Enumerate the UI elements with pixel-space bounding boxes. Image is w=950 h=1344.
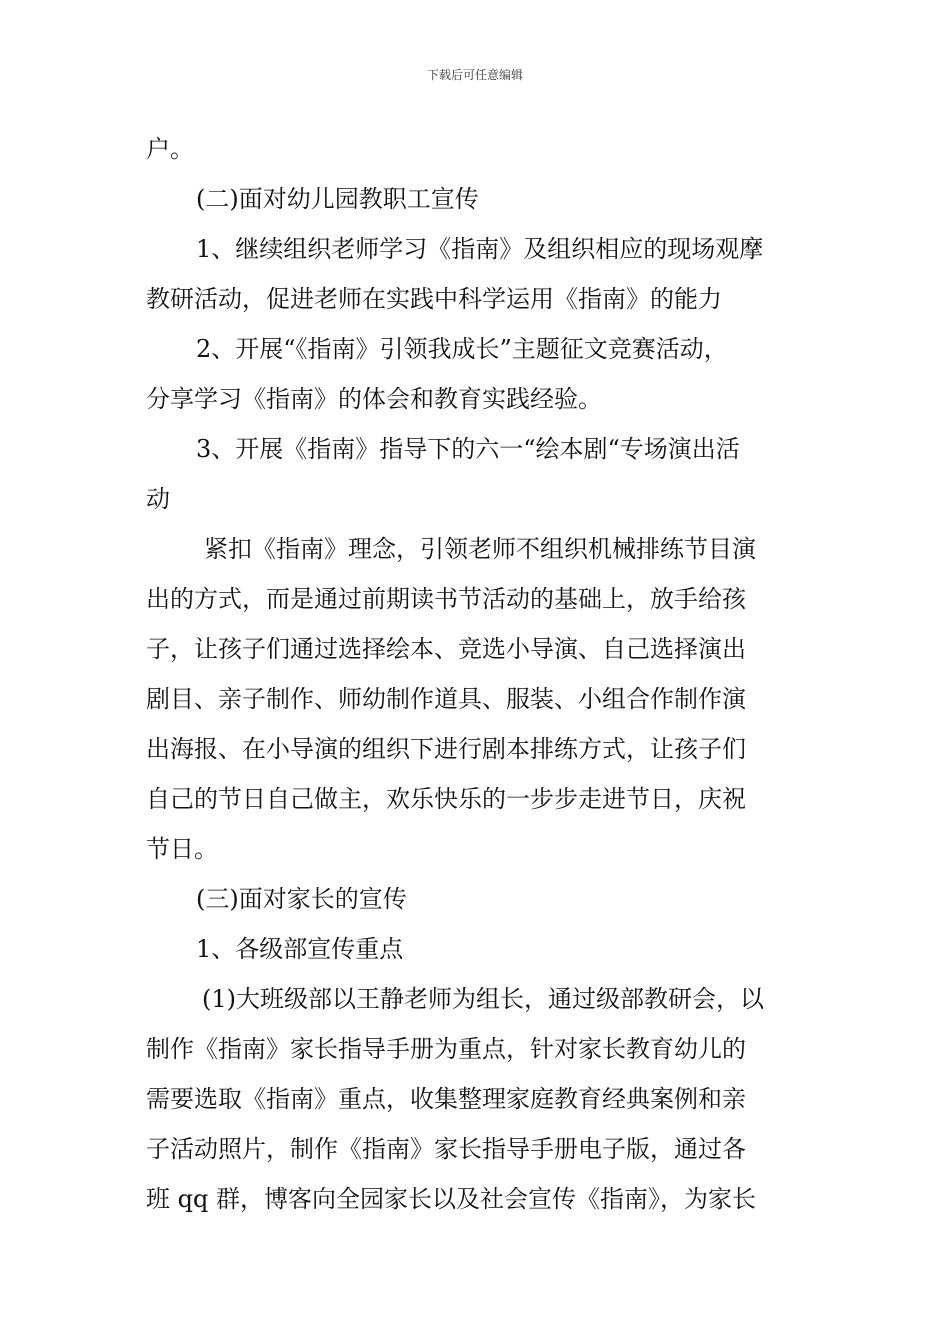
section-heading: (二)面对幼儿园教职工宣传 (196, 185, 479, 213)
text-line: 动 (146, 485, 170, 513)
text-line: 户。 (146, 135, 194, 163)
text-line: 出海报、在小导演的组织下进行剧本排练方式，让孩子们 (146, 735, 746, 763)
text-line: 出的方式，而是通过前期读书节活动的基础上，放手给孩 (146, 585, 746, 613)
text-line: 子，让孩子们通过选择绘本、竞选小导演、自己选择演出 (146, 635, 746, 663)
text-line: 子活动照片，制作《指南》家长指导手册电子版，通过各 (146, 1135, 746, 1163)
text-line: 分享学习《指南》的体会和教育实践经验。 (146, 385, 602, 413)
text-line: 节日。 (146, 835, 218, 863)
text-line: 需要选取《指南》重点，收集整理家庭教育经典案例和亲 (146, 1085, 746, 1113)
text-line: 教研活动，促进老师在实践中科学运用《指南》的能力 (146, 285, 722, 313)
section-heading: (三)面对家长的宣传 (196, 885, 407, 913)
text-line: 1、各级部宣传重点 (196, 935, 404, 963)
text-line: 紧扣《指南》理念，引领老师不组织机械排练节目演 (204, 535, 756, 563)
text-line: 2、开展“《指南》引领我成长”主题征文竞赛活动， (196, 335, 728, 363)
text-line: 自己的节日自己做主，欢乐快乐的一步步走进节日，庆祝 (146, 785, 746, 813)
text-line: 班 qq 群，博客向全园家长以及社会宣传《指南》，为家长 (146, 1185, 756, 1213)
text-line: 3、开展《指南》指导下的六一“绘本剧“专场演出活 (196, 435, 740, 463)
text-line: 1、继续组织老师学习《指南》及组织相应的现场观摩 (196, 235, 764, 263)
text-line: 剧目、亲子制作、师幼制作道具、服装、小组合作制作演 (146, 685, 746, 713)
text-line: 制作《指南》家长指导手册为重点，针对家长教育幼儿的 (146, 1035, 746, 1063)
page-header-note: 下载后可任意编辑 (426, 68, 523, 82)
document-body (146, 124, 810, 1224)
text-line: (1)大班级部以王静老师为组长，通过级部教研会，以 (202, 985, 764, 1013)
